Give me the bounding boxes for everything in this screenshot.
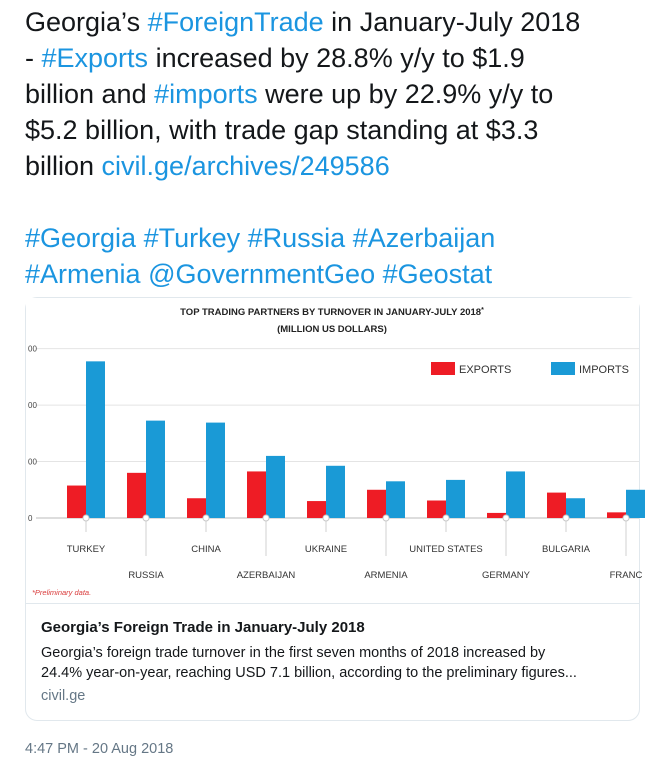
bar-imports [206,423,225,518]
bar-exports [187,498,206,518]
x-tick-label: ARMENIA [364,570,408,581]
x-tick-label: TURKEY [66,544,106,555]
hashtags-line [25,220,655,256]
text-span: were up by 22.9% y/y to [257,79,554,109]
x-tick-label: RUSSIA [128,570,164,581]
link-card[interactable] [25,297,643,721]
x-tick-label: GERMANY [481,570,531,581]
hashtag-azerbaijan[interactable]: #Azerbaijan [352,223,496,253]
text-span: billion and [25,79,155,109]
category-marker [83,515,89,521]
text-span: in January-July 2018 [323,7,581,37]
bar-imports [326,466,345,518]
legend-label-exports: EXPORTS [459,364,512,376]
x-tick-label: CHINA [191,544,221,555]
x-tick-label: UKRAINE [304,544,348,555]
spacer [25,184,655,220]
category-marker [263,515,269,521]
bar-imports [266,456,285,518]
bar-exports [247,471,266,518]
chart-title-mark: * [481,307,484,314]
hashtag-turkey[interactable]: #Turkey [143,223,241,253]
chart-subtitle: (MILLION US DOLLARS) [277,324,387,335]
x-tick-label: AZERBAIJAN [236,570,296,581]
chart-footnote: *Preliminary data. [32,588,92,597]
mention-governmentgeo[interactable]: @GovernmentGeo [148,259,376,289]
category-marker [143,515,149,521]
legend-swatch-exports [431,362,455,375]
category-marker [203,515,209,521]
category-marker [563,515,569,521]
hashtag-imports[interactable]: #imports [154,79,258,109]
hashtag-foreigntrade[interactable]: #ForeignTrade [147,7,324,37]
tweet-timestamp[interactable]: 4:47 PM - 20 Aug 2018 [25,741,174,757]
tweet-line [25,40,655,76]
y-tick-label: 00 [28,344,37,354]
trade-chart [26,298,643,603]
bar-imports [86,361,105,518]
tweet-line [25,76,655,112]
card-image [26,298,643,604]
bar-imports [626,490,645,518]
hashtag-exports[interactable]: #Exports [41,43,149,73]
bar-imports [506,471,525,518]
card-domain[interactable]: civil.ge [41,688,86,704]
bar-exports [67,486,86,518]
bar-imports [386,481,405,518]
category-marker [383,515,389,521]
bar-imports [566,498,585,518]
category-marker [623,515,629,521]
hashtag-geostat[interactable]: #Geostat [382,259,493,289]
category-marker [443,515,449,521]
text-span: billion [25,151,102,181]
hashtag-russia[interactable]: #Russia [247,223,346,253]
legend-label-imports: IMPORTS [579,364,629,376]
card-description [41,643,626,683]
card-description-line: Georgia’s foreign trade turnover in the first seven months of 2018 increased by [41,645,546,661]
chart-title-text: TOP TRADING PARTNERS BY TURNOVER IN JANUARY-JULY 2018 [180,307,482,318]
bar-exports [547,493,566,518]
tweet-line [25,148,655,184]
tweet-line: $5.2 billion, with trade gap standing at $3.3 [25,115,539,145]
x-tick-label: BULGARIA [541,544,591,555]
text-span: increased by 28.8% y/y to $1.9 [148,43,525,73]
y-tick-label: 00 [28,457,37,467]
y-tick-label: 0 [28,514,33,523]
bar-exports [307,501,326,518]
text-span: - [25,43,42,73]
hashtag-armenia[interactable]: #Armenia [25,259,141,289]
x-tick-label: UNITED STATES [409,544,483,555]
chart-title [180,307,484,318]
text-span: Georgia’s [25,7,148,37]
card-title[interactable]: Georgia’s Foreign Trade in January-July 2018 [41,619,365,636]
x-tick-label: FRANC [609,570,643,581]
tweet-text [25,4,655,292]
tweet-line [25,4,655,40]
article-link[interactable]: civil.ge/archives/249586 [101,151,390,181]
bar-imports [146,421,165,518]
category-marker [323,515,329,521]
bar-exports [127,473,146,518]
hashtag-georgia[interactable]: #Georgia [25,223,137,253]
bar-exports [427,501,446,519]
bar-imports [446,480,465,518]
category-marker [503,515,509,521]
hashtags-line [25,256,655,292]
legend-swatch-imports [551,362,575,375]
card-description-line: 24.4% year-on-year, reaching USD 7.1 billion, according to the preliminary figures... [41,665,577,681]
y-tick-label: 00 [28,401,37,411]
bar-exports [367,490,386,518]
